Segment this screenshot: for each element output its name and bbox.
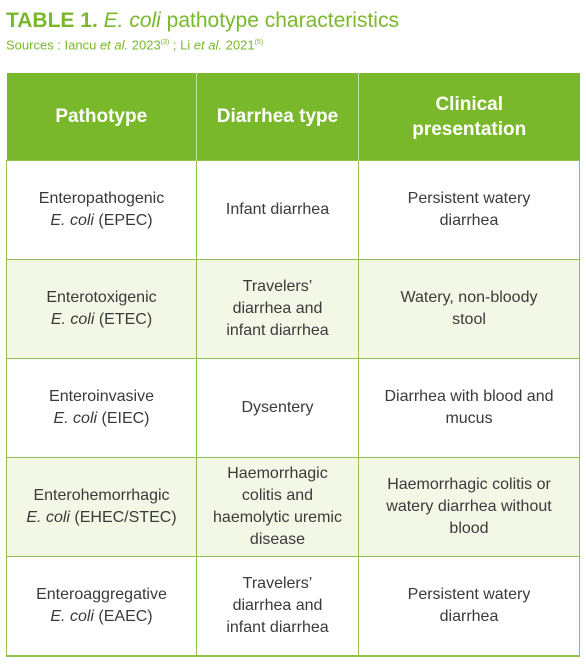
pathotype-abbrev: (EAEC) — [93, 608, 153, 625]
header-diarrhea-type: Diarrhea type — [197, 73, 359, 161]
pathotype-cell — [7, 260, 197, 359]
clinical-cell: Persistent watery diarrhea — [359, 161, 580, 260]
table-row — [7, 161, 580, 260]
pathotype-cell — [7, 458, 197, 557]
title-organism: E. coli — [103, 9, 161, 32]
diarrhea-type-cell: Travelers’ diarrhea and infant diarrhea — [197, 260, 359, 359]
pathotype-name: Enterohemorrhagic — [33, 487, 170, 504]
table-title — [6, 8, 399, 34]
pathotype-organism: E. coli — [50, 212, 94, 229]
pathotype-abbrev: (EIEC) — [97, 410, 150, 427]
diarrhea-type-cell: Travelers’ diarrhea and infant diarrhea — [197, 557, 359, 657]
pathotype-name: Enterotoxigenic — [46, 289, 157, 306]
sources-etal-1: et al. — [99, 37, 129, 53]
title-rest: pathotype characteristics — [160, 9, 399, 32]
sources-separator: ; Li — [169, 37, 194, 53]
clinical-cell: Watery, non-bloody stool — [359, 260, 580, 359]
table-row — [7, 260, 580, 359]
clinical-cell: Diarrhea with blood and mucus — [359, 359, 580, 458]
sources-etal-2: et al. — [193, 37, 223, 53]
header-clinical-presentation: Clinical presentation — [359, 73, 580, 161]
sources-year-1: 2023 — [128, 37, 161, 53]
pathotype-cell — [7, 161, 197, 260]
pathotype-table — [6, 73, 580, 657]
pathotype-organism: E. coli — [26, 509, 70, 526]
clinical-cell: Haemorrhagic colitis or watery diarrhea without blood — [359, 458, 580, 557]
pathotype-abbrev: (EHEC/STEC) — [69, 509, 177, 526]
diarrhea-type-cell: Infant diarrhea — [197, 161, 359, 260]
pathotype-cell — [7, 359, 197, 458]
table-row — [7, 557, 580, 657]
sources-ref-1: (3) — [160, 39, 170, 46]
sources-year-2: 2021 — [222, 37, 255, 53]
pathotype-organism: E. coli — [50, 311, 95, 328]
sources-ref-2: (5) — [254, 39, 264, 46]
header-pathotype: Pathotype — [7, 73, 197, 161]
clinical-cell: Persistent watery diarrhea — [359, 557, 580, 657]
pathotype-organism: E. coli — [53, 410, 98, 427]
sources-line — [6, 35, 263, 53]
pathotype-abbrev: (EPEC) — [93, 212, 153, 229]
pathotype-organism: E. coli — [50, 608, 94, 625]
pathotype-abbrev: (ETEC) — [94, 311, 153, 328]
table-header-row — [7, 73, 580, 161]
diarrhea-type-cell: Haemorrhagic colitis and haemolytic uremic disease — [197, 458, 359, 557]
pathotype-name: Enteropathogenic — [38, 190, 165, 207]
sources-prefix: Sources : Iancu — [6, 37, 100, 53]
table-number: TABLE 1. — [6, 9, 98, 32]
pathotype-name: Enteroinvasive — [49, 388, 154, 405]
diarrhea-type-cell: Dysentery — [197, 359, 359, 458]
table-row — [7, 458, 580, 557]
pathotype-cell — [7, 557, 197, 657]
pathotype-name: Enteroaggregative — [36, 586, 167, 603]
table-row — [7, 359, 580, 458]
